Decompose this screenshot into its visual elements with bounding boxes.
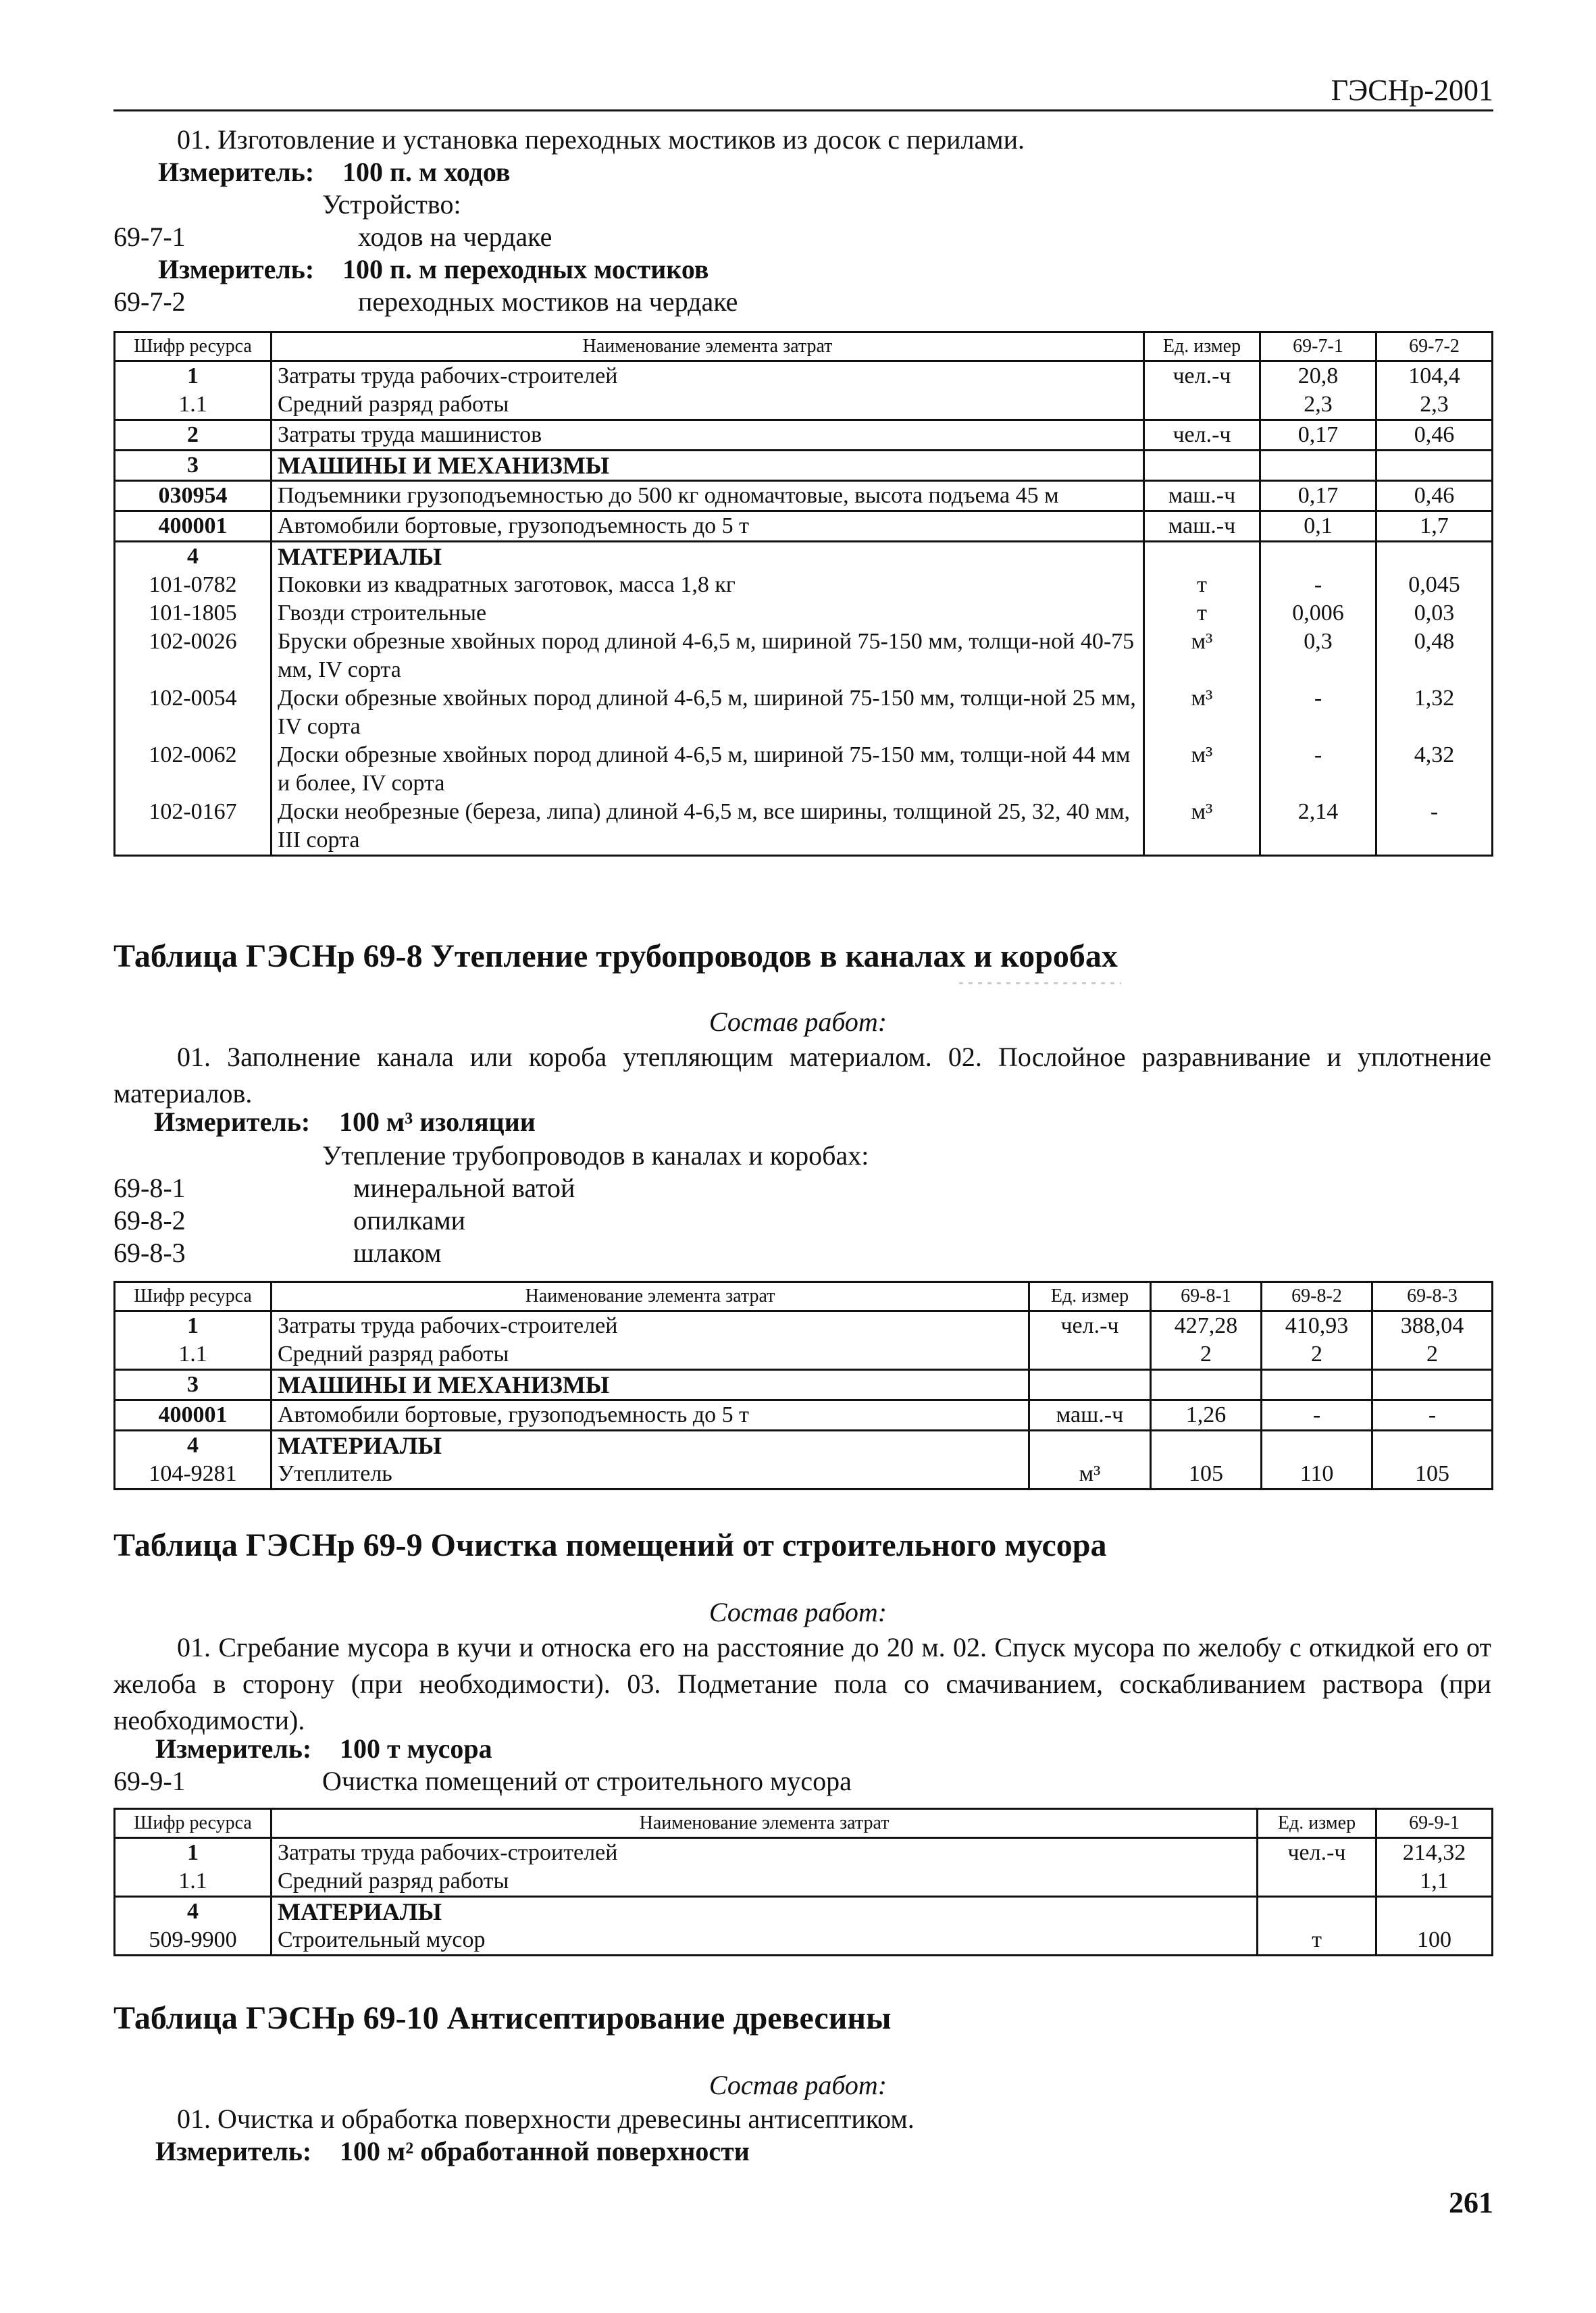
resource-code-cell: 104-9281 bbox=[115, 1460, 272, 1490]
value-cell: 20,8 bbox=[1260, 361, 1376, 391]
resource-table-69-8 bbox=[113, 1281, 1493, 1490]
unit-cell bbox=[1144, 542, 1260, 571]
work-label: Состав работ: bbox=[709, 1007, 887, 1037]
table-row bbox=[115, 1867, 1493, 1897]
cost-element-cell: МАТЕРИАЛЫ bbox=[272, 1897, 1258, 1927]
cost-element-cell: МАТЕРИАЛЫ bbox=[272, 1431, 1029, 1460]
table-heading: Таблица ГЭСНр 69-10 Антисептирование древесины bbox=[113, 2000, 892, 2036]
resource-code-cell: 102-0167 bbox=[115, 798, 272, 856]
cost-element-cell: МАШИНЫ И МЕХАНИЗМЫ bbox=[272, 451, 1144, 481]
cost-element-cell: Гвозди строительные bbox=[272, 599, 1144, 628]
table-row bbox=[115, 571, 1493, 599]
value-cell: 110 bbox=[1262, 1460, 1372, 1490]
measure-label: Измеритель: bbox=[158, 157, 315, 187]
table-row bbox=[115, 1838, 1493, 1868]
measure-label: Измеритель: bbox=[154, 1107, 311, 1137]
item-text: Очистка помещений от строительного мусора bbox=[322, 1766, 852, 1796]
cost-element-cell: Поковки из квадратных заготовок, масса 1,8 кг bbox=[272, 571, 1144, 599]
table-row bbox=[115, 1311, 1493, 1341]
cost-element-cell: Средний разряд работы bbox=[272, 1340, 1029, 1370]
resource-code-cell: 102-0026 bbox=[115, 628, 272, 684]
table-header-row bbox=[115, 1282, 1493, 1311]
value-cell: 427,28 bbox=[1151, 1311, 1262, 1341]
value-cell: 0,46 bbox=[1376, 481, 1493, 511]
column-header: Ед. измер bbox=[1029, 1282, 1151, 1311]
unit-cell: чел.-ч bbox=[1144, 420, 1260, 451]
table-row bbox=[115, 1460, 1493, 1490]
value-cell bbox=[1372, 1370, 1493, 1400]
table-row bbox=[115, 420, 1493, 451]
cost-element-cell: Затраты труда рабочих-строителей bbox=[272, 1311, 1029, 1341]
column-header: Шифр ресурса bbox=[115, 1282, 272, 1311]
resource-code-cell: 3 bbox=[115, 1370, 272, 1400]
table-row bbox=[115, 599, 1493, 628]
column-header: Наименование элемента затрат bbox=[272, 1809, 1258, 1838]
cost-element-cell: Подъемники грузоподъемностью до 500 кг одномачтовые, высота подъема 45 м bbox=[272, 481, 1144, 511]
measure-value: 100 п. м переходных мостиков bbox=[342, 254, 709, 284]
value-cell bbox=[1372, 1431, 1493, 1460]
measure-value: 100 т мусора bbox=[340, 1733, 492, 1764]
unit-cell bbox=[1144, 451, 1260, 481]
item-code: 69-9-1 bbox=[113, 1766, 186, 1796]
unit-cell: м³ bbox=[1144, 741, 1260, 798]
unit-cell: м³ bbox=[1029, 1460, 1151, 1490]
value-cell bbox=[1262, 1370, 1372, 1400]
measure-value: 100 п. м ходов bbox=[342, 157, 511, 187]
table-row bbox=[115, 481, 1493, 511]
work-label: Состав работ: bbox=[709, 2070, 887, 2100]
resource-code-cell: 1.1 bbox=[115, 1340, 272, 1370]
value-cell: 2 bbox=[1151, 1340, 1262, 1370]
table-row bbox=[115, 1400, 1493, 1431]
resource-code-cell: 1 bbox=[115, 361, 272, 391]
unit-cell: маш.-ч bbox=[1144, 481, 1260, 511]
resource-code-cell: 030954 bbox=[115, 481, 272, 511]
column-header: Шифр ресурса bbox=[115, 332, 272, 361]
item-code: 69-7-2 bbox=[113, 286, 186, 317]
measure-label: Измеритель: bbox=[158, 254, 315, 284]
document-code: ГЭСНр-2001 bbox=[1331, 74, 1493, 107]
table-row bbox=[115, 628, 1493, 684]
value-cell: 1,7 bbox=[1376, 511, 1493, 542]
value-cell: 2 bbox=[1262, 1340, 1372, 1370]
value-cell: - bbox=[1372, 1400, 1493, 1431]
unit-cell: чел.-ч bbox=[1144, 361, 1260, 391]
value-cell bbox=[1151, 1370, 1262, 1400]
cost-element-cell: Доски обрезные хвойных пород длиной 4-6,5 м, шириной 75-150 мм, толщи-ной 25 мм, IV сорта bbox=[272, 684, 1144, 741]
unit-cell: м³ bbox=[1144, 628, 1260, 684]
resource-code-cell: 4 bbox=[115, 1431, 272, 1460]
value-cell: 2,3 bbox=[1260, 390, 1376, 420]
page-number: 261 bbox=[1449, 2186, 1493, 2219]
value-cell: 2 bbox=[1372, 1340, 1493, 1370]
unit-cell bbox=[1258, 1897, 1376, 1927]
table-row bbox=[115, 1370, 1493, 1400]
value-cell: 1,32 bbox=[1376, 684, 1493, 741]
table-header-row bbox=[115, 1809, 1493, 1838]
unit-cell bbox=[1029, 1340, 1151, 1370]
value-cell: 0,3 bbox=[1260, 628, 1376, 684]
value-cell: 105 bbox=[1372, 1460, 1493, 1490]
value-cell bbox=[1376, 451, 1493, 481]
cost-element-cell: Затраты труда машинистов bbox=[272, 420, 1144, 451]
unit-cell: чел.-ч bbox=[1029, 1311, 1151, 1341]
subheading: Утепление трубопроводов в каналах и коробах: bbox=[322, 1140, 869, 1171]
value-cell: - bbox=[1260, 684, 1376, 741]
measure-label: Измеритель: bbox=[155, 1733, 312, 1764]
cost-element-cell: Автомобили бортовые, грузоподъемность до 5 т bbox=[272, 511, 1144, 542]
cost-element-cell: Затраты труда рабочих-строителей bbox=[272, 1838, 1258, 1868]
resource-table-69-7 bbox=[113, 331, 1493, 857]
value-cell: 0,006 bbox=[1260, 599, 1376, 628]
item-text: минеральной ватой bbox=[353, 1173, 575, 1203]
table-row bbox=[115, 451, 1493, 481]
resource-code-cell: 1.1 bbox=[115, 390, 272, 420]
column-header: 69-8-1 bbox=[1151, 1282, 1262, 1311]
resource-code-cell: 101-0782 bbox=[115, 571, 272, 599]
table-row bbox=[115, 511, 1493, 542]
measure-label: Измеритель: bbox=[155, 2136, 312, 2166]
work-description: 01. Изготовление и установка переходных мостиков из досок с перилами. bbox=[177, 124, 1025, 155]
unit-cell: маш.-ч bbox=[1144, 511, 1260, 542]
resource-code-cell: 1 bbox=[115, 1311, 272, 1341]
cost-element-cell: Автомобили бортовые, грузоподъемность до 5 т bbox=[272, 1400, 1029, 1431]
table-row bbox=[115, 1897, 1493, 1927]
unit-cell bbox=[1258, 1867, 1376, 1897]
header-rule bbox=[113, 109, 1493, 111]
item-text: ходов на чердаке bbox=[358, 222, 552, 252]
work-description: 01. Заполнение канала или короба утепляющим материалом. 02. Послойное разравнивание и уплотнение материалов. bbox=[113, 1042, 1491, 1109]
cost-element-cell: Утеплитель bbox=[272, 1460, 1029, 1490]
column-header: Ед. измер bbox=[1144, 332, 1260, 361]
column-header: 69-7-1 bbox=[1260, 332, 1376, 361]
resource-code-cell: 1.1 bbox=[115, 1867, 272, 1897]
measure-value: 100 м³ изоляции bbox=[339, 1107, 536, 1137]
value-cell: 100 bbox=[1376, 1926, 1493, 1956]
value-cell: 1,1 bbox=[1376, 1867, 1493, 1897]
work-label: Состав работ: bbox=[709, 1597, 887, 1627]
cost-element-cell: МАТЕРИАЛЫ bbox=[272, 542, 1144, 571]
unit-cell: т bbox=[1144, 599, 1260, 628]
column-header: Наименование элемента затрат bbox=[272, 1282, 1029, 1311]
value-cell: 0,48 bbox=[1376, 628, 1493, 684]
column-header: Ед. измер bbox=[1258, 1809, 1376, 1838]
resource-code-cell: 4 bbox=[115, 542, 272, 571]
table-row bbox=[115, 684, 1493, 741]
cost-element-cell: Бруски обрезные хвойных пород длиной 4-6,5 м, шириной 75-150 мм, толщи-ной 40-75 мм, IV сорта bbox=[272, 628, 1144, 684]
value-cell bbox=[1376, 1897, 1493, 1927]
value-cell: 4,32 bbox=[1376, 741, 1493, 798]
value-cell: 0,1 bbox=[1260, 511, 1376, 542]
value-cell: 214,32 bbox=[1376, 1838, 1493, 1868]
column-header: 69-7-2 bbox=[1376, 332, 1493, 361]
table-row bbox=[115, 361, 1493, 391]
value-cell: 388,04 bbox=[1372, 1311, 1493, 1341]
value-cell: - bbox=[1260, 571, 1376, 599]
table-row bbox=[115, 741, 1493, 798]
column-header: Шифр ресурса bbox=[115, 1809, 272, 1838]
unit-cell: чел.-ч bbox=[1258, 1838, 1376, 1868]
resource-code-cell: 4 bbox=[115, 1897, 272, 1927]
resource-code-cell: 509-9900 bbox=[115, 1926, 272, 1956]
work-description: 01. Сгребание мусора в кучи и относка его на расстояние до 20 м. 02. Спуск мусора по желобу с откидкой его от желоба в сторону (при необходимости). 03. Подметание пола со смачиванием, соскабливанием раствора (при необходимости). bbox=[113, 1632, 1491, 1735]
cost-element-cell: Затраты труда рабочих-строителей bbox=[272, 361, 1144, 391]
value-cell bbox=[1151, 1431, 1262, 1460]
unit-cell: маш.-ч bbox=[1029, 1400, 1151, 1431]
value-cell: 0,17 bbox=[1260, 420, 1376, 451]
column-header: Наименование элемента затрат bbox=[272, 332, 1144, 361]
unit-cell: м³ bbox=[1144, 684, 1260, 741]
value-cell: - bbox=[1262, 1400, 1372, 1431]
resource-code-cell: 400001 bbox=[115, 511, 272, 542]
item-code: 69-8-3 bbox=[113, 1238, 186, 1268]
cost-element-cell: Средний разряд работы bbox=[272, 390, 1144, 420]
value-cell bbox=[1262, 1431, 1372, 1460]
item-text: опилками bbox=[353, 1205, 466, 1236]
unit-cell: т bbox=[1258, 1926, 1376, 1956]
cost-element-cell: Доски обрезные хвойных пород длиной 4-6,5 м, шириной 75-150 мм, толщи-ной 44 мм и более, IV сорта bbox=[272, 741, 1144, 798]
column-header: 69-9-1 bbox=[1376, 1809, 1493, 1838]
item-text: переходных мостиков на чердаке bbox=[358, 286, 738, 317]
value-cell: 2,14 bbox=[1260, 798, 1376, 856]
value-cell: - bbox=[1260, 741, 1376, 798]
unit-cell bbox=[1029, 1370, 1151, 1400]
value-cell: 2,3 bbox=[1376, 390, 1493, 420]
value-cell bbox=[1376, 542, 1493, 571]
value-cell: - bbox=[1376, 798, 1493, 856]
table-row bbox=[115, 1340, 1493, 1370]
resource-code-cell: 101-1805 bbox=[115, 599, 272, 628]
unit-cell: т bbox=[1144, 571, 1260, 599]
column-header: 69-8-3 bbox=[1372, 1282, 1493, 1311]
column-header: 69-8-2 bbox=[1262, 1282, 1372, 1311]
resource-code-cell: 3 bbox=[115, 451, 272, 481]
value-cell bbox=[1260, 451, 1376, 481]
value-cell: 0,03 bbox=[1376, 599, 1493, 628]
value-cell: 0,46 bbox=[1376, 420, 1493, 451]
device-label: Устройство: bbox=[322, 189, 461, 220]
table-header-row bbox=[115, 332, 1493, 361]
table-row bbox=[115, 390, 1493, 420]
item-text: шлаком bbox=[353, 1238, 442, 1268]
table-row bbox=[115, 1431, 1493, 1460]
value-cell: 0,17 bbox=[1260, 481, 1376, 511]
work-description: 01. Очистка и обработка поверхности древесины антисептиком. bbox=[177, 2104, 915, 2134]
table-row bbox=[115, 1926, 1493, 1956]
value-cell: 104,4 bbox=[1376, 361, 1493, 391]
unit-cell: м³ bbox=[1144, 798, 1260, 856]
measure-value: 100 м² обработанной поверхности bbox=[340, 2136, 750, 2166]
unit-cell bbox=[1144, 390, 1260, 420]
resource-code-cell: 102-0054 bbox=[115, 684, 272, 741]
item-code: 69-8-2 bbox=[113, 1205, 186, 1236]
value-cell: 410,93 bbox=[1262, 1311, 1372, 1341]
item-code: 69-8-1 bbox=[113, 1173, 186, 1203]
value-cell bbox=[1260, 542, 1376, 571]
unit-cell bbox=[1029, 1431, 1151, 1460]
cost-element-cell: Средний разряд работы bbox=[272, 1867, 1258, 1897]
cost-element-cell: Доски необрезные (береза, липа) длиной 4-6,5 м, все ширины, толщиной 25, 32, 40 мм, III сорта bbox=[272, 798, 1144, 856]
resource-code-cell: 102-0062 bbox=[115, 741, 272, 798]
cost-element-cell: МАШИНЫ И МЕХАНИЗМЫ bbox=[272, 1370, 1029, 1400]
table-row bbox=[115, 542, 1493, 571]
resource-code-cell: 400001 bbox=[115, 1400, 272, 1431]
value-cell: 0,045 bbox=[1376, 571, 1493, 599]
value-cell: 1,26 bbox=[1151, 1400, 1262, 1431]
scan-artifact bbox=[959, 982, 1121, 984]
table-row bbox=[115, 798, 1493, 856]
resource-table-69-9 bbox=[113, 1808, 1493, 1956]
table-heading: Таблица ГЭСНр 69-8 Утепление трубопроводов в каналах и коробах bbox=[113, 938, 1118, 974]
item-code: 69-7-1 bbox=[113, 222, 186, 252]
cost-element-cell: Строительный мусор bbox=[272, 1926, 1258, 1956]
table-heading: Таблица ГЭСНр 69-9 Очистка помещений от строительного мусора bbox=[113, 1527, 1107, 1563]
value-cell: 105 bbox=[1151, 1460, 1262, 1490]
resource-code-cell: 1 bbox=[115, 1838, 272, 1868]
resource-code-cell: 2 bbox=[115, 420, 272, 451]
